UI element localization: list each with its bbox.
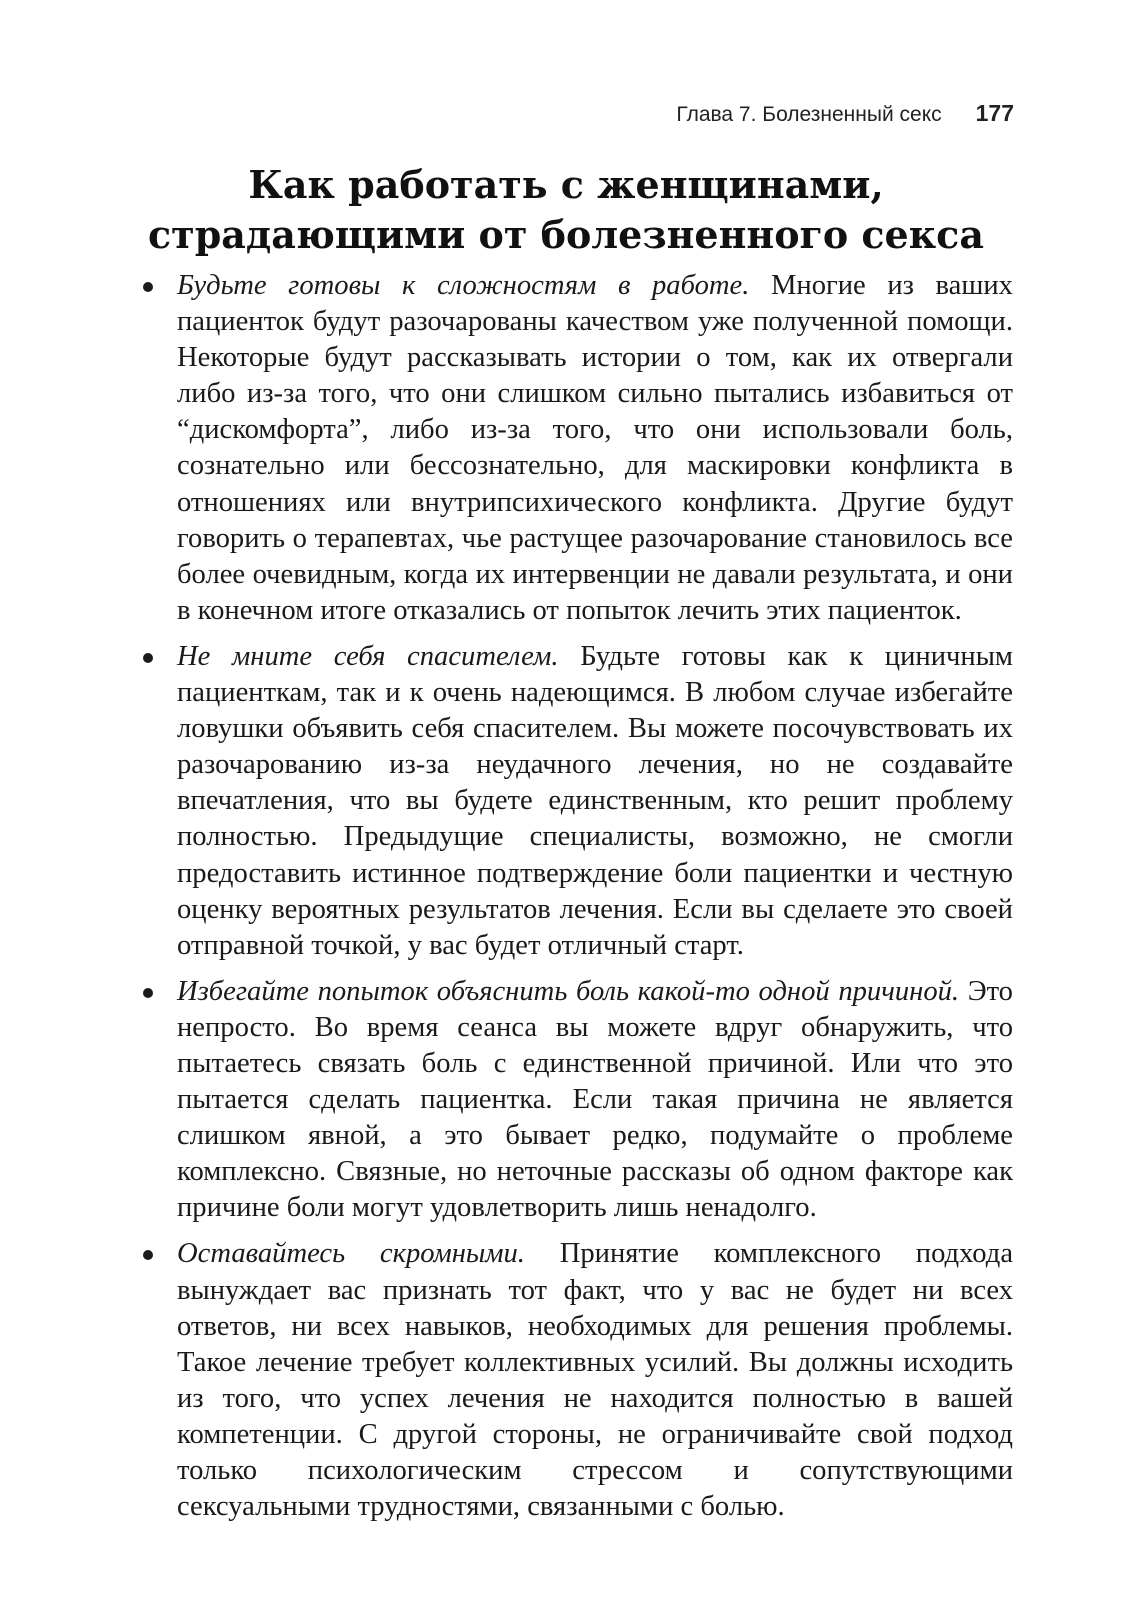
list-item-text: Принятие комплексного подхода вынуждает вас признать тот факт, что у вас не будет ни всех ответов, ни всех навыков, необходимых для решения проблемы. Такое лечение требует коллективных усилий. Вы должны исходить из того, что успех лечения не находится полностью в вашей компетенции. С другой стороны, не ограничивайте свой подход только психологическим стрессом и сопутствующими сексуальными трудностями, связанными с болью. — [177, 1238, 1014, 1523]
list-item-text: Будьте готовы как к циничным пациенткам, так и к очень надеющимся. В любом случае избегайте ловушки объявить себя спасителем. Вы можете посочувствовать их разочарованию из-за неудачного лечения, но не создавайте впечатления, что вы будете единственным, кто решит проблему полностью. Предыдущие специалисты, возможно, не смогли предоставить истинное подтверждение боли пациентки и честную оценку вероятных результатов лечения. Если вы сделаете это своей отправной точкой, у вас будет отличный старт. — [177, 640, 1014, 961]
bullet-icon — [143, 988, 153, 998]
recommendations-list — [177, 268, 1013, 1535]
list-item-text: Многие из ваших пациенток будут разочарованы качеством уже полученной помощи. Некоторые будут рассказывать истории о том, как их отвергали либо из-за того, что они слишком сильно пытались избавиться от “дискомфорта”, либо из-за того, что они использовали боль, сознательно или бессознательно, для маскировки конфликта в отношениях или внутрипсихического конфликта. Другие будут говорить о терапевтах, чье растущее разочарование становилось все более очевидным, когда их интервенции не давали результата, и они в конечном итоге отказались от попыток лечить этих пациенток. — [177, 270, 1013, 626]
list-item — [177, 1236, 1013, 1525]
bullet-icon — [143, 653, 153, 663]
page-number: 177 — [975, 100, 1014, 126]
list-item-text: Это непросто. Во время сеанса вы можете вдруг обнаружить, что пытаетесь связать боль с единственной причиной. Или что это пытается сделать пациентка. Если такая причина не является слишком явной, а это бывает редко, подумайте о проблеме комплексно. Связные, но неточные рассказы об одном факторе как причине боли могут удовлетворить лишь ненадолго. — [177, 975, 1013, 1224]
list-item — [177, 639, 1013, 964]
list-item-lead: Избегайте попыток объяснить боль какой-то одной причиной. — [177, 975, 960, 1007]
list-item — [177, 268, 1013, 629]
running-header — [676, 100, 1014, 127]
list-item — [177, 974, 1013, 1227]
chapter-title: Глава 7. Болезненный секс — [676, 103, 942, 126]
section-title-line-1: Как работать с женщинами, — [248, 162, 884, 207]
section-title — [120, 160, 1012, 260]
list-item-lead: Оставайтесь скромными. — [177, 1238, 525, 1270]
section-title-line-2: страдающими от болезненного секса — [148, 212, 984, 257]
bullet-icon — [143, 282, 153, 292]
bullet-icon — [143, 1250, 153, 1260]
list-item-lead: Будьте готовы к сложностям в работе. — [177, 270, 750, 301]
list-item-lead: Не мните себя спасителем. — [177, 640, 559, 672]
